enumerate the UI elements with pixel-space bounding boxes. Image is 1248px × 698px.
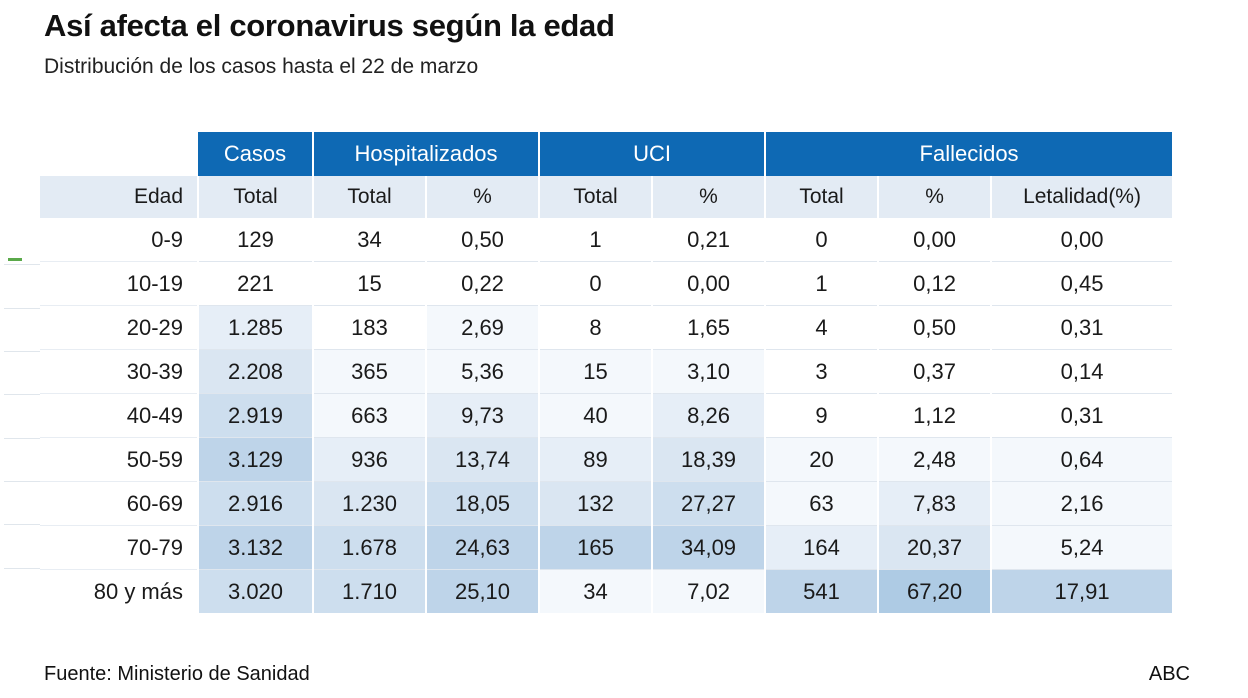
green-tick-marker [8,258,22,261]
cell-hosp-total: 1.230 [313,482,426,526]
cell-fall-total: 164 [765,526,878,570]
table-row [40,482,1172,526]
subheader-uci-total: Total [539,176,652,218]
cell-hosp-total: 663 [313,394,426,438]
subheader-fall-total: Total [765,176,878,218]
cell-uci-total: 89 [539,438,652,482]
cell-casos-total: 2.919 [198,394,313,438]
cell-letalidad: 0,45 [991,262,1172,306]
cell-hosp-total: 15 [313,262,426,306]
subheader-edad: Edad [40,176,198,218]
cell-uci-pct: 7,02 [652,570,765,614]
cell-age: 70-79 [40,526,198,570]
cell-hosp-total: 34 [313,218,426,262]
cell-fall-pct: 67,20 [878,570,991,614]
group-header-casos: Casos [198,132,313,176]
subheader-uci-pct: % [652,176,765,218]
cell-uci-total: 15 [539,350,652,394]
cell-fall-pct: 7,83 [878,482,991,526]
cell-letalidad: 0,31 [991,394,1172,438]
cell-uci-pct: 0,21 [652,218,765,262]
cell-age: 20-29 [40,306,198,350]
cell-casos-total: 1.285 [198,306,313,350]
group-header-spacer [40,132,198,176]
cell-age: 10-19 [40,262,198,306]
group-header-hospitalizados: Hospitalizados [313,132,539,176]
cell-age: 30-39 [40,350,198,394]
table-subheader-row [40,176,1172,218]
cell-casos-total: 3.129 [198,438,313,482]
cell-fall-pct: 20,37 [878,526,991,570]
cell-casos-total: 221 [198,262,313,306]
cell-uci-total: 8 [539,306,652,350]
cell-uci-total: 1 [539,218,652,262]
subheader-letalidad: Letalidad(%) [991,176,1172,218]
cell-casos-total: 2.916 [198,482,313,526]
cell-uci-pct: 18,39 [652,438,765,482]
page-subtitle: Distribución de los casos hasta el 22 de marzo [44,55,479,78]
cell-fall-pct: 1,12 [878,394,991,438]
cell-letalidad: 2,16 [991,482,1172,526]
cell-fall-total: 1 [765,262,878,306]
table-row [40,262,1172,306]
cell-uci-pct: 0,00 [652,262,765,306]
cell-hosp-pct: 2,69 [426,306,539,350]
cell-uci-pct: 34,09 [652,526,765,570]
cell-age: 0-9 [40,218,198,262]
cell-casos-total: 3.020 [198,570,313,614]
cell-fall-total: 63 [765,482,878,526]
cell-hosp-total: 1.710 [313,570,426,614]
cell-uci-pct: 1,65 [652,306,765,350]
cell-fall-pct: 0,12 [878,262,991,306]
cell-hosp-total: 936 [313,438,426,482]
cell-fall-pct: 2,48 [878,438,991,482]
cell-hosp-total: 365 [313,350,426,394]
cell-letalidad: 0,64 [991,438,1172,482]
group-header-fallecidos: Fallecidos [765,132,1172,176]
cell-fall-pct: 0,00 [878,218,991,262]
cell-age: 60-69 [40,482,198,526]
subheader-casos-total: Total [198,176,313,218]
cell-hosp-total: 1.678 [313,526,426,570]
cell-casos-total: 3.132 [198,526,313,570]
cell-letalidad: 0,14 [991,350,1172,394]
cell-letalidad: 0,00 [991,218,1172,262]
cell-hosp-pct: 13,74 [426,438,539,482]
cell-fall-total: 9 [765,394,878,438]
table-group-header-row [40,132,1172,176]
cell-casos-total: 2.208 [198,350,313,394]
cell-uci-pct: 27,27 [652,482,765,526]
cell-hosp-pct: 0,22 [426,262,539,306]
cell-uci-total: 34 [539,570,652,614]
cell-hosp-pct: 0,50 [426,218,539,262]
cell-uci-total: 40 [539,394,652,438]
cell-casos-total: 129 [198,218,313,262]
brand-label: ABC [1148,663,1190,685]
cell-letalidad: 17,91 [991,570,1172,614]
table-row [40,218,1172,262]
cell-uci-total: 165 [539,526,652,570]
cell-fall-total: 20 [765,438,878,482]
cell-hosp-pct: 24,63 [426,526,539,570]
source-label: Fuente: Ministerio de Sanidad [44,663,310,685]
age-distribution-table [40,132,1172,613]
cell-age: 40-49 [40,394,198,438]
cell-fall-pct: 0,50 [878,306,991,350]
cell-fall-total: 4 [765,306,878,350]
page-title: Así afecta el coronavirus según la edad [44,8,615,43]
table-row [40,350,1172,394]
data-table-container [40,132,1172,613]
cell-hosp-pct: 18,05 [426,482,539,526]
cell-fall-total: 541 [765,570,878,614]
table-row [40,306,1172,350]
subheader-hosp-pct: % [426,176,539,218]
cell-uci-total: 0 [539,262,652,306]
subheader-fall-pct: % [878,176,991,218]
cell-hosp-total: 183 [313,306,426,350]
table-body [40,218,1172,613]
table-row [40,570,1172,614]
group-header-uci: UCI [539,132,765,176]
cell-uci-pct: 8,26 [652,394,765,438]
table-row [40,394,1172,438]
cell-uci-pct: 3,10 [652,350,765,394]
left-rule-marks [0,0,44,698]
cell-letalidad: 0,31 [991,306,1172,350]
cell-fall-total: 3 [765,350,878,394]
cell-age: 80 y más [40,570,198,614]
table-row [40,438,1172,482]
cell-hosp-pct: 5,36 [426,350,539,394]
table-row [40,526,1172,570]
cell-fall-pct: 0,37 [878,350,991,394]
cell-hosp-pct: 25,10 [426,570,539,614]
cell-uci-total: 132 [539,482,652,526]
subheader-hosp-total: Total [313,176,426,218]
cell-hosp-pct: 9,73 [426,394,539,438]
cell-letalidad: 5,24 [991,526,1172,570]
cell-fall-total: 0 [765,218,878,262]
cell-age: 50-59 [40,438,198,482]
